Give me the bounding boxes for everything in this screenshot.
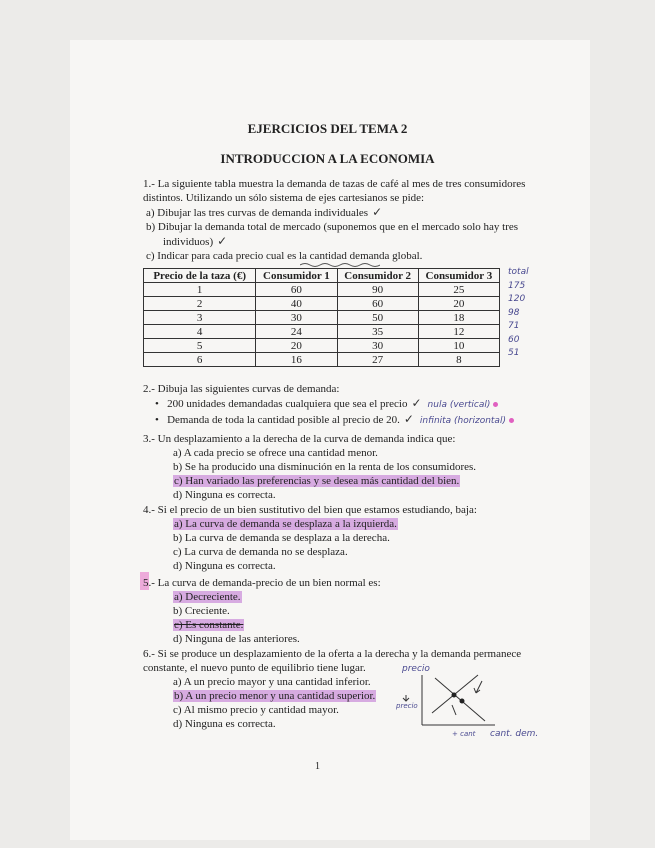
table-cell: 90: [337, 283, 418, 297]
handwritten-note: nula (vertical): [427, 400, 491, 410]
table-cell: 20: [256, 339, 337, 353]
table-cell: 35: [337, 325, 418, 339]
q1-item-c: c) Indicar para cada precio cual es la cantidad demanda global.: [146, 250, 423, 262]
q6-option: c) Al mismo precio y cantidad mayor.: [173, 704, 339, 716]
q1-item-b: b) Dibujar la demanda total de mercado (suponemos que en el mercado solo hay tres: [146, 221, 519, 233]
q3-option-selected: c) Han variado las preferencias y se desea más cantidad del bien.: [174, 475, 460, 487]
q2-bullet: • Demanda de toda la cantidad posible al precio de 20. ✓ infinita (horizontal): [143, 412, 514, 428]
question-1: [143, 177, 525, 263]
table-cell: 60: [337, 297, 418, 311]
q5-option-selected: a) Decreciente.: [174, 591, 241, 603]
q6-line: constante, el nuevo punto de equilibrio tiene lugar.: [143, 662, 366, 674]
table-cell: 16: [256, 353, 337, 367]
q2-bullet: • 200 unidades demandadas cualquiera que sea el precio ✓ nula (vertical): [143, 396, 514, 412]
page-number: 1: [315, 761, 320, 772]
q5-option-crossed: c) Es constante.: [174, 619, 244, 631]
q2-bullet-text: 200 unidades demandadas cualquiera que sea el precio: [167, 398, 408, 410]
checkmark-icon: ✓: [403, 412, 414, 426]
checkmark-icon: ✓: [411, 396, 422, 410]
q1-item-b-cont-row: [143, 234, 525, 249]
table-cell: 3: [144, 311, 256, 325]
equilibrium-point: [452, 693, 457, 698]
table-header: Precio de la taza (€): [144, 269, 256, 283]
new-equilibrium-point: [460, 699, 465, 704]
table-cell: 40: [256, 297, 337, 311]
table-cell: 5: [144, 339, 256, 353]
q3-option: a) A cada precio se ofrece una cantidad menor.: [173, 447, 378, 459]
question-4: [143, 503, 477, 573]
table-cell: 18: [418, 311, 499, 325]
q1-line: distintos. Utilizando un sólo sistema de ejes cartesianos se pide:: [143, 192, 425, 204]
q4-option: c) La curva de demanda no se desplaza.: [173, 546, 348, 558]
q5-title: 5.- La curva de demanda-precio de un bien normal es:: [143, 577, 381, 589]
handwritten-total: 120: [508, 294, 526, 304]
q6-line: 6.- Si se produce un desplazamiento de la oferta a la derecha y la demanda permanece: [143, 648, 522, 660]
question-5: [143, 576, 381, 646]
checkmark-icon: ✓: [372, 205, 383, 219]
handwritten-total: 60: [508, 334, 520, 345]
pink-dot: [493, 402, 498, 407]
q2-title: 2.- Dibuja las siguientes curvas de demanda:: [143, 383, 340, 395]
table-cell: 60: [256, 283, 337, 297]
arrow-icon: [474, 681, 482, 693]
handwritten-note: infinita (horizontal): [419, 416, 506, 426]
table-cell: 25: [418, 283, 499, 297]
question-3: [143, 432, 476, 502]
q1-line: 1.- La siguiente tabla muestra la demanda de tazas de café al mes de tres consumidores: [143, 178, 526, 190]
table-cell: 24: [256, 325, 337, 339]
q4-option: b) La curva de demanda se desplaza a la derecha.: [173, 532, 390, 544]
q3-option: b) Se ha producido una disminución en la renta de los consumidores.: [173, 461, 477, 473]
handwritten-total: 175: [508, 280, 526, 291]
q6-option: d) Ninguna es correcta.: [173, 718, 276, 730]
table-row: [144, 311, 500, 325]
table-header: Consumidor 3: [418, 269, 499, 283]
handwritten-total: 51: [508, 348, 520, 358]
q3-option: d) Ninguna es correcta.: [173, 489, 276, 501]
table-cell: 10: [418, 339, 499, 353]
table-header: Consumidor 1: [256, 269, 337, 283]
table-cell: 30: [256, 311, 337, 325]
sketch-y-note: precio: [396, 702, 418, 710]
table-row: [144, 339, 500, 353]
q3-title: 3.- Un desplazamiento a la derecha de la curva de demanda indica que:: [143, 433, 456, 445]
table-row: [144, 353, 500, 367]
table-row: [144, 297, 500, 311]
q1-item-b-cont: individuos): [163, 236, 214, 248]
handwritten-total: 98: [508, 307, 520, 318]
handwritten-total: total: [508, 267, 529, 277]
q1-item-a: a) Dibujar las tres curvas de demanda individuales: [146, 207, 369, 219]
table-row: [144, 325, 500, 339]
q2-bullet-text: Demanda de toda la cantidad posible al precio de 20.: [167, 414, 400, 426]
q6-option: a) A un precio mayor y una cantidad inferior.: [173, 676, 371, 688]
table-cell: 30: [337, 339, 418, 353]
table-cell: 27: [337, 353, 418, 367]
question-2: [143, 382, 514, 428]
q4-option: d) Ninguna es correcta.: [173, 560, 276, 572]
q4-option-selected: a) La curva de demanda se desplaza a la izquierda.: [174, 518, 397, 530]
sketch-x-note: + cant: [452, 730, 476, 738]
table-cell: 20: [418, 297, 499, 311]
table-cell: 2: [144, 297, 256, 311]
checkmark-icon: ✓: [217, 234, 228, 248]
demand-table: [143, 268, 500, 367]
document-subtitle: INTRODUCCION A LA ECONOMIA: [220, 151, 435, 166]
down-arrow-icon: [403, 695, 409, 701]
sketch-x-label: cant. dem.: [490, 729, 539, 739]
pink-dot: [509, 418, 514, 423]
q6-option-selected: b) A un precio menor y una cantidad superior.: [174, 690, 376, 702]
handwritten-total: 71: [508, 321, 520, 331]
table-row: [144, 283, 500, 297]
arrow-icon: [452, 705, 456, 715]
table-cell: 8: [418, 353, 499, 367]
table-cell: 12: [418, 325, 499, 339]
q5-option: b) Creciente.: [173, 605, 230, 617]
table-cell: 1: [144, 283, 256, 297]
table-cell: 6: [144, 353, 256, 367]
table-header: Consumidor 2: [337, 269, 418, 283]
sketch-y-label: precio: [402, 664, 430, 674]
table-cell: 50: [337, 311, 418, 325]
document-title: EJERCICIOS DEL TEMA 2: [247, 121, 408, 136]
table-cell: 4: [144, 325, 256, 339]
q4-title: 4.- Si el precio de un bien sustitutivo del bien que estamos estudiando, baja:: [143, 504, 477, 516]
handwritten-totals: [508, 266, 529, 361]
q1-item-a-row: [143, 205, 525, 220]
q5-option: d) Ninguna de las anteriores.: [173, 633, 300, 645]
